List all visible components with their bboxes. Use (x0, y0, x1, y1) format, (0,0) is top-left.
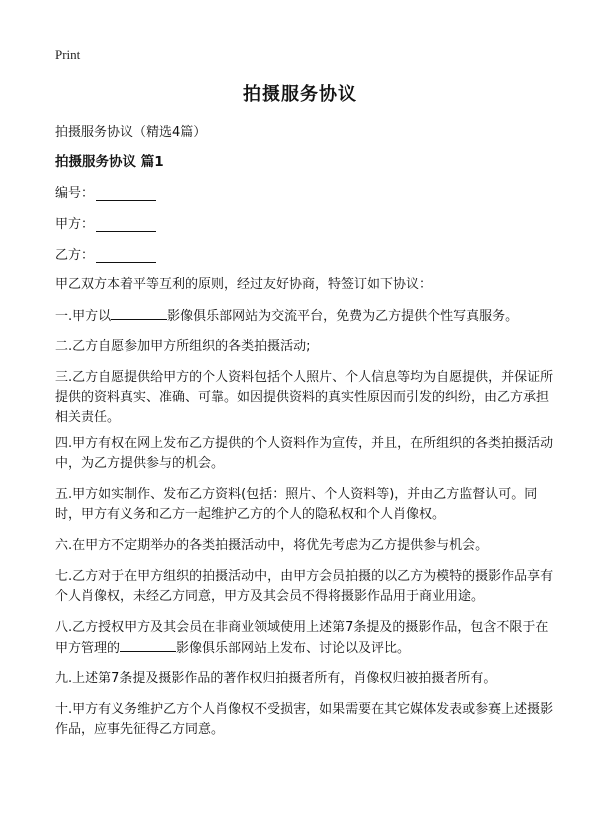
party-a-field (55, 213, 156, 232)
clause-1-blank-line (111, 306, 167, 320)
clause-8-blank-line (120, 638, 176, 652)
print-label: Print (55, 47, 81, 62)
document-subtitle: 拍摄服务协议（精选4篇） (55, 125, 207, 140)
party-b-field (55, 244, 156, 263)
intro-paragraph: 甲乙双方本着平等互利的原则，经过友好协商，特签订如下协议： (55, 277, 433, 292)
party-b-label: 乙方： (55, 248, 95, 263)
clause-9: 九.上述第7条提及摄影作品的著作权归拍摄者所有，肖像权归被拍摄者所有。 (55, 671, 497, 686)
clause-10: 十.甲方有义务维护乙方个人肖像权不受损害，如果需要在其它媒体发表或参赛上述摄影作品，应事先征得乙方同意。 (55, 702, 554, 737)
number-blank-line (96, 186, 156, 201)
clause-1-before: 一.甲方以 (55, 309, 112, 324)
number-field (55, 182, 156, 201)
number-label: 编号： (55, 186, 95, 201)
document-title: 拍摄服务协议 (243, 84, 357, 105)
clause-8-before: 八.乙方授权甲方及其会员在非商业领域使用上述第7条提及的摄影作品，包含不限于在甲方管理的 (55, 620, 549, 656)
clause-7: 七.乙方对于在甲方组织的拍摄活动中，由甲方会员拍摄的以乙方为模特的摄影作品享有个人肖像权，未经乙方同意，甲方及其会员不得将摄影作品用于商业用途。 (55, 569, 554, 604)
clause-8 (55, 618, 555, 659)
party-a-blank-line (96, 217, 156, 232)
clause-5: 五.甲方如实制作、发布乙方资料(包括：照片、个人资料等)，并由乙方监督认可。同时，甲方有义务和乙方一起维护乙方的个人的隐私权和个人肖像权。 (55, 487, 538, 522)
clause-2: 二.乙方自愿参加甲方所组织的各类拍摄活动; (55, 339, 311, 354)
clause-1-after: 影像俱乐部网站为交流平台，免费为乙方提供个性写真服务。 (167, 309, 519, 324)
clause-6: 六.在甲方不定期举办的各类拍摄活动中，将优先考虑为乙方提供参与机会。 (55, 538, 489, 553)
clause-1 (55, 306, 555, 327)
party-b-blank-line (96, 248, 156, 263)
party-a-label: 甲方： (55, 217, 95, 232)
clause-3: 三.乙方自愿提供给甲方的个人资料包括个人照片、个人信息等均为自愿提供，并保证所提供的资料真实、准确、可靠。如因提供资料的真实性原因而引发的纠纷，由乙方承担相关责任。 (55, 370, 554, 425)
section-title: 拍摄服务协议 篇1 (55, 154, 164, 170)
clause-4: 四.甲方有权在网上发布乙方提供的个人资料作为宣传，并且，在所组织的各类拍摄活动中，为乙方提供参与的机会。 (55, 436, 554, 471)
clause-8-after: 影像俱乐部网站上发布、讨论以及评比。 (176, 641, 411, 656)
